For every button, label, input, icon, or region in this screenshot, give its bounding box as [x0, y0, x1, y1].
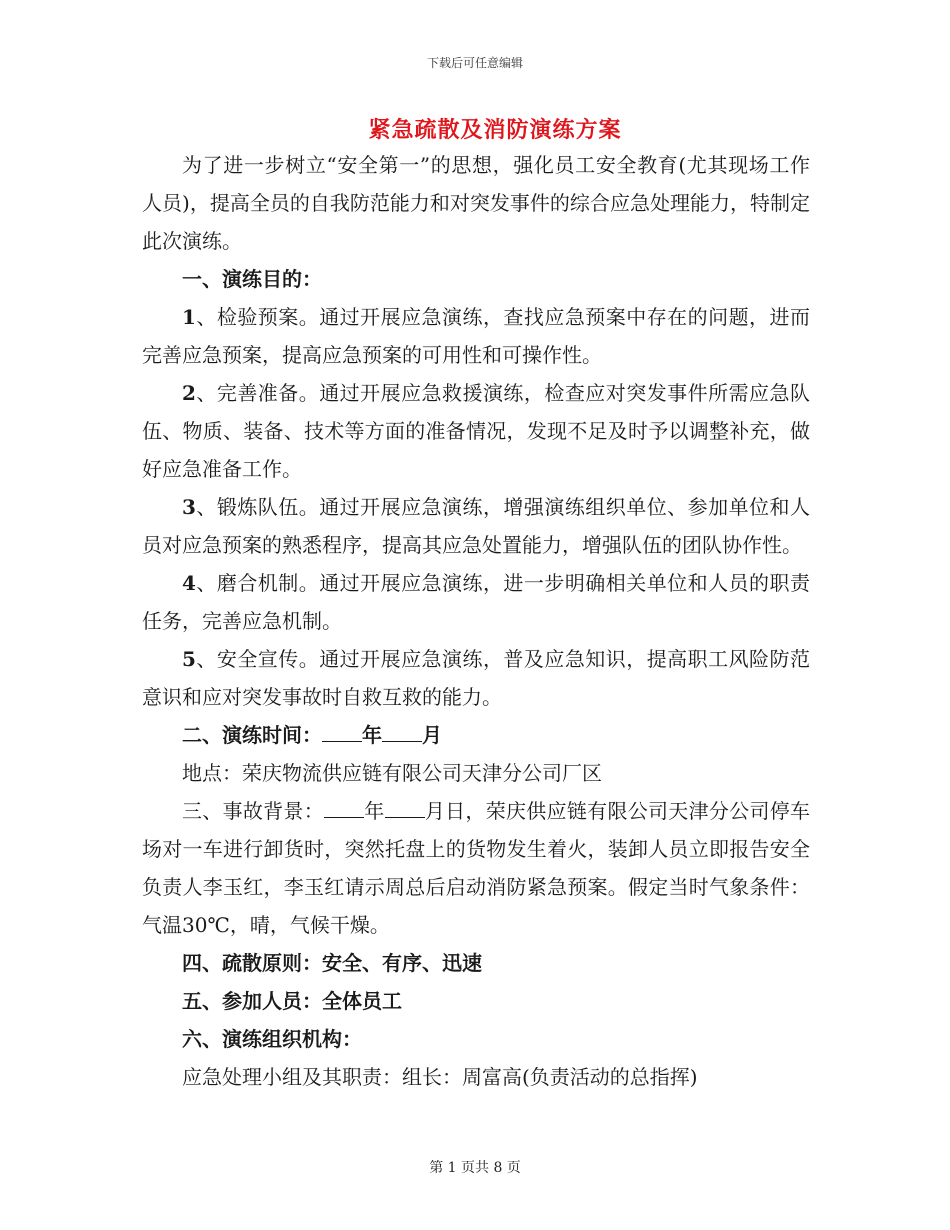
section-3-paragraph: [142, 792, 810, 944]
month-blank: [382, 719, 422, 742]
month-blank: [385, 795, 425, 818]
month-label: 月: [422, 723, 442, 747]
item-number: 4: [182, 571, 196, 595]
month-day-label: 月日，: [424, 799, 486, 823]
year-label: 年: [362, 723, 382, 747]
section-3-label: 三、事故背景：: [182, 799, 324, 823]
item-number: 5: [182, 647, 196, 671]
section-1-heading: 一、演练目的：: [182, 267, 322, 291]
section-1-item-5: [142, 640, 810, 716]
document-title: 紧急疏散及消防演练方案: [368, 117, 622, 143]
page-footer: 第 1 页共 8 页: [429, 1160, 521, 1176]
item-text: 、磨合机制。通过开展应急演练，进一步明确相关单位和人员的职责任务，完善应急机制。: [142, 571, 810, 633]
item-text: 、安全宣传。通过开展应急演练，普及应急知识，提高职工风险防范意识和应对突发事故时自救互救的能力。: [142, 647, 810, 709]
year-blank: [322, 719, 362, 742]
item-text: 、锻炼队伍。通过开展应急演练，增强演练组织单位、参加单位和人员对应急预案的熟悉程序，提高其应急处置能力，增强队伍的团队协作性。: [142, 495, 810, 557]
section-2-label: 二、演练时间：: [182, 723, 322, 747]
section-6-line: 应急处理小组及其职责：组长：周富高(负责活动的总指挥): [182, 1065, 698, 1089]
item-number: 1: [182, 305, 196, 329]
item-text: 、检验预案。通过开展应急演练，查找应急预案中存在的问题，进而完善应急预案，提高应急预案的可用性和可操作性。: [142, 305, 810, 367]
header-note: 下载后可任意编辑: [426, 56, 523, 70]
document-body: [142, 146, 810, 1096]
item-number: 3: [182, 495, 196, 519]
section-2-heading: [142, 716, 810, 754]
item-text: 、完善准备。通过开展应急救援演练，检查应对突发事件所需应急队伍、物质、装备、技术等方面的准备情况，发现不足及时予以调整补充，做好应急准备工作。: [142, 381, 810, 481]
section-1-item-1: [142, 298, 810, 374]
section-3-text: 荣庆供应链有限公司天津分公司停车场对一车进行卸货时，突然托盘上的货物发生着火，装卸人员立即报告安全负责人李玉红，李玉红请示周总后启动消防紧急预案。假定当时气象条件：气温30℃，晴，气候干燥。: [142, 799, 811, 937]
section-1-item-4: [142, 564, 810, 640]
section-5-line: 五、参加人员：全体员工: [182, 989, 402, 1013]
section-4-line: 四、疏散原则：安全、有序、迅速: [182, 951, 482, 975]
year-label: 年: [364, 799, 385, 823]
section-1-item-3: [142, 488, 810, 564]
section-6-heading: 六、演练组织机构：: [182, 1027, 362, 1051]
intro-paragraph: 为了进一步树立“安全第一”的思想，强化员工安全教育(尤其现场工作人员)，提高全员的自我防范能力和对突发事件的综合应急处理能力，特制定此次演练。: [142, 153, 810, 253]
year-blank: [324, 795, 364, 818]
item-number: 2: [182, 381, 196, 405]
section-1-item-2: [142, 374, 810, 488]
location-line: 地点：荣庆物流供应链有限公司天津分公司厂区: [182, 761, 602, 785]
